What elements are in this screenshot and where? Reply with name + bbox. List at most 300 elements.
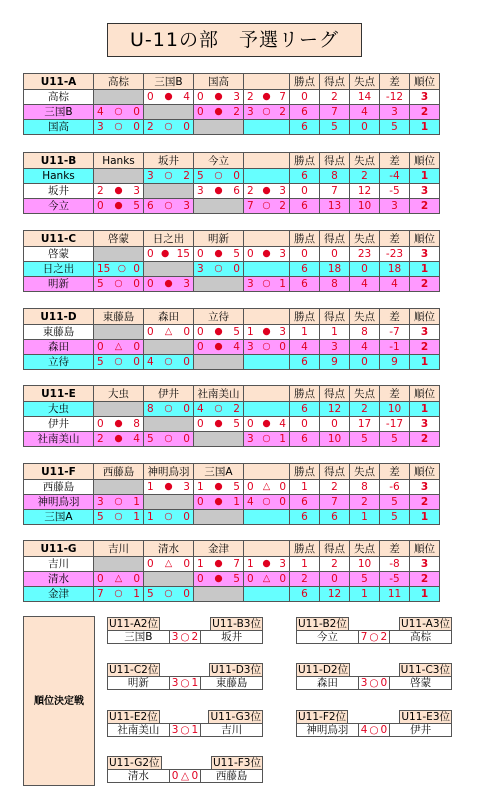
score bbox=[244, 340, 289, 354]
result-mark: ● bbox=[214, 558, 223, 569]
match-result bbox=[94, 325, 144, 340]
team-name: 三国B bbox=[24, 105, 94, 120]
team-right: 坂井 bbox=[221, 631, 243, 643]
stat-value: -17 bbox=[380, 417, 410, 432]
team-row bbox=[24, 262, 440, 277]
score-against: 3 bbox=[279, 185, 286, 197]
match-result bbox=[94, 510, 144, 525]
match-seeds bbox=[296, 617, 452, 630]
score bbox=[144, 277, 193, 291]
team-row bbox=[24, 199, 440, 214]
score bbox=[94, 495, 143, 509]
match-result bbox=[144, 247, 194, 262]
team-name: 清水 bbox=[24, 572, 94, 587]
stat-value: 4 bbox=[350, 105, 380, 120]
stat-header: 順位 bbox=[410, 153, 440, 169]
stat-value: 5 bbox=[350, 432, 380, 447]
match-score bbox=[170, 631, 201, 643]
score bbox=[94, 277, 143, 291]
match-result bbox=[194, 262, 244, 277]
placement-match bbox=[107, 617, 263, 644]
match-result bbox=[94, 557, 144, 572]
score bbox=[194, 90, 243, 104]
stat-value: 6 bbox=[290, 432, 320, 447]
match-result bbox=[244, 169, 290, 184]
finals-label: 順位決定戦 bbox=[23, 616, 95, 786]
result-mark: ● bbox=[161, 248, 170, 259]
result-mark: ○ bbox=[114, 121, 123, 132]
stat-value: 9 bbox=[320, 355, 350, 370]
score-for: 4 bbox=[97, 106, 104, 118]
stat-value: 7 bbox=[320, 495, 350, 510]
score bbox=[94, 355, 143, 369]
score-against: 7 bbox=[279, 91, 286, 103]
score-against: 2 bbox=[380, 631, 388, 643]
stat-value: 2 bbox=[320, 90, 350, 105]
match-result bbox=[244, 432, 290, 447]
stat-value: 10 bbox=[380, 402, 410, 417]
score-against: 2 bbox=[233, 403, 240, 415]
score bbox=[194, 105, 243, 119]
score-against: 0 bbox=[191, 770, 199, 782]
score bbox=[244, 432, 289, 446]
column-team-header: 立待 bbox=[194, 309, 244, 325]
stat-header: 差 bbox=[380, 464, 410, 480]
match-result bbox=[194, 495, 244, 510]
stat-header: 得点 bbox=[320, 541, 350, 557]
team-row bbox=[24, 572, 440, 587]
extra-header bbox=[244, 309, 290, 325]
score-for: 0 bbox=[97, 418, 104, 430]
score-against: 1 bbox=[133, 588, 140, 600]
score-against: 3 bbox=[279, 248, 286, 260]
team-right: 西藤島 bbox=[215, 770, 248, 782]
match-result bbox=[144, 262, 194, 277]
stat-value: 0 bbox=[350, 262, 380, 277]
column-team-header: 伊井 bbox=[144, 386, 194, 402]
rank-value: 3 bbox=[410, 184, 440, 199]
score-for: 0 bbox=[97, 200, 104, 212]
score bbox=[94, 199, 143, 213]
score bbox=[94, 417, 143, 431]
league-table-u11-e bbox=[23, 385, 440, 447]
stat-header: 勝点 bbox=[290, 309, 320, 325]
score bbox=[94, 432, 143, 446]
match-seeds bbox=[107, 756, 263, 769]
team-name: 坂井 bbox=[24, 184, 94, 199]
stat-value: 18 bbox=[380, 262, 410, 277]
match-score bbox=[170, 677, 201, 689]
stat-value: 10 bbox=[320, 432, 350, 447]
result-mark: ○ bbox=[262, 106, 271, 117]
match-result bbox=[94, 432, 144, 447]
match-seeds bbox=[296, 710, 452, 723]
score bbox=[244, 277, 289, 291]
team-name: 日之出 bbox=[24, 262, 94, 277]
score bbox=[144, 325, 193, 339]
match-result bbox=[194, 247, 244, 262]
stat-value: 4 bbox=[290, 340, 320, 355]
stat-header: 順位 bbox=[410, 74, 440, 90]
stat-header: 失点 bbox=[350, 541, 380, 557]
score-against: 0 bbox=[133, 278, 140, 290]
team-row bbox=[24, 480, 440, 495]
score-against: 0 bbox=[279, 496, 286, 508]
result-mark: ● bbox=[214, 341, 223, 352]
rank-value: 2 bbox=[410, 277, 440, 292]
result-mark: ○ bbox=[180, 631, 190, 643]
rank-value: 3 bbox=[410, 247, 440, 262]
match-result bbox=[244, 90, 290, 105]
stat-header: 差 bbox=[380, 74, 410, 90]
stat-value: 4 bbox=[380, 277, 410, 292]
score-against: 3 bbox=[183, 481, 190, 493]
score-against: 0 bbox=[183, 433, 190, 445]
score-for: 4 bbox=[247, 496, 254, 508]
stat-value: 0 bbox=[290, 90, 320, 105]
result-mark: ○ bbox=[180, 677, 190, 689]
score-against: 7 bbox=[233, 558, 240, 570]
team-name: 東藤島 bbox=[24, 325, 94, 340]
match-result bbox=[244, 277, 290, 292]
stat-value: 2 bbox=[320, 480, 350, 495]
stat-value: 6 bbox=[290, 262, 320, 277]
team-row bbox=[24, 340, 440, 355]
match-seeds bbox=[107, 663, 263, 676]
score-for: 1 bbox=[147, 481, 154, 493]
score bbox=[244, 417, 289, 431]
match-row bbox=[296, 630, 452, 644]
stat-header: 得点 bbox=[320, 153, 350, 169]
stat-value: -5 bbox=[380, 572, 410, 587]
result-mark: △ bbox=[114, 341, 123, 352]
stat-value: -8 bbox=[380, 557, 410, 572]
stat-value: 10 bbox=[350, 199, 380, 214]
team-name: Hanks bbox=[24, 169, 94, 184]
match-result bbox=[94, 277, 144, 292]
team-row bbox=[24, 247, 440, 262]
score-for: 5 bbox=[197, 170, 204, 182]
stat-value: 7 bbox=[320, 105, 350, 120]
stat-header: 勝点 bbox=[290, 541, 320, 557]
result-mark: ○ bbox=[369, 631, 379, 643]
rank-value: 3 bbox=[410, 325, 440, 340]
team-row bbox=[24, 402, 440, 417]
stat-value: 0 bbox=[320, 572, 350, 587]
match-result bbox=[144, 340, 194, 355]
score-against: 0 bbox=[279, 573, 286, 585]
result-mark: ● bbox=[214, 248, 223, 259]
match-result bbox=[244, 105, 290, 120]
score bbox=[194, 557, 243, 571]
team-left: 清水 bbox=[108, 770, 170, 782]
score-for: 3 bbox=[171, 631, 179, 643]
score-against: 0 bbox=[183, 588, 190, 600]
score-against: 0 bbox=[183, 511, 190, 523]
stat-value: 6 bbox=[290, 587, 320, 602]
match-result bbox=[244, 340, 290, 355]
match-result bbox=[144, 199, 194, 214]
score bbox=[194, 572, 243, 586]
score-for: 1 bbox=[197, 558, 204, 570]
score bbox=[144, 402, 193, 416]
stat-header: 勝点 bbox=[290, 231, 320, 247]
page-title: U-11の部 予選リーグ bbox=[107, 23, 362, 57]
result-mark: ● bbox=[214, 496, 223, 507]
stat-value: -6 bbox=[380, 480, 410, 495]
team-name: 国高 bbox=[24, 120, 94, 135]
rank-value: 2 bbox=[410, 199, 440, 214]
team-right: 高棕 bbox=[410, 631, 432, 643]
match-result bbox=[94, 247, 144, 262]
score-for: 2 bbox=[247, 91, 254, 103]
score-for: 5 bbox=[147, 433, 154, 445]
score bbox=[244, 480, 289, 494]
score-for: 4 bbox=[147, 356, 154, 368]
rank-value: 1 bbox=[410, 402, 440, 417]
result-mark: ● bbox=[214, 106, 223, 117]
match-result bbox=[194, 510, 244, 525]
stat-value: 1 bbox=[350, 510, 380, 525]
extra-header bbox=[244, 464, 290, 480]
stat-value: 8 bbox=[320, 277, 350, 292]
result-mark: ● bbox=[114, 418, 123, 429]
extra-header bbox=[244, 74, 290, 90]
league-label: U11-C bbox=[24, 231, 94, 247]
score-for: 0 bbox=[197, 341, 204, 353]
match-seeds bbox=[296, 663, 452, 676]
score-for: 1 bbox=[247, 558, 254, 570]
stat-header: 順位 bbox=[410, 309, 440, 325]
result-mark: ● bbox=[164, 481, 173, 492]
match-row bbox=[296, 676, 452, 690]
rank-value: 1 bbox=[410, 355, 440, 370]
match-seeds bbox=[107, 710, 263, 723]
result-mark: ● bbox=[164, 278, 173, 289]
team-row bbox=[24, 557, 440, 572]
result-mark: ● bbox=[214, 481, 223, 492]
stat-value: 2 bbox=[320, 557, 350, 572]
score bbox=[194, 402, 243, 416]
result-mark: ● bbox=[214, 91, 223, 102]
match-result bbox=[144, 184, 194, 199]
stat-value: 8 bbox=[350, 480, 380, 495]
match-result bbox=[194, 199, 244, 214]
score bbox=[144, 199, 193, 213]
stat-value: 0 bbox=[350, 120, 380, 135]
league-table-u11-g bbox=[23, 540, 440, 602]
match-result bbox=[144, 355, 194, 370]
team-row bbox=[24, 587, 440, 602]
team-right: 東藤島 bbox=[215, 677, 248, 689]
result-mark: ● bbox=[214, 326, 223, 337]
match-result bbox=[194, 184, 244, 199]
score bbox=[244, 325, 289, 339]
league-table-u11-d bbox=[23, 308, 440, 370]
score-for: 7 bbox=[97, 588, 104, 600]
score-against: 0 bbox=[233, 263, 240, 275]
match-result bbox=[144, 572, 194, 587]
result-mark: ○ bbox=[214, 403, 223, 414]
result-mark: ○ bbox=[262, 200, 271, 211]
score-against: 0 bbox=[133, 356, 140, 368]
result-mark: △ bbox=[114, 573, 123, 584]
score-for: 1 bbox=[247, 326, 254, 338]
score-for: 5 bbox=[97, 278, 104, 290]
result-mark: ○ bbox=[164, 403, 173, 414]
score-against: 2 bbox=[233, 106, 240, 118]
score-for: 3 bbox=[247, 106, 254, 118]
score-for: 0 bbox=[97, 341, 104, 353]
seed-right: U11-E3位 bbox=[401, 711, 450, 723]
stat-header: 失点 bbox=[350, 74, 380, 90]
match-row bbox=[107, 769, 263, 783]
team-name: 神明鳥羽 bbox=[24, 495, 94, 510]
stat-value: 2 bbox=[350, 402, 380, 417]
match-result bbox=[194, 557, 244, 572]
result-mark: △ bbox=[262, 481, 271, 492]
rank-value: 2 bbox=[410, 340, 440, 355]
match-result bbox=[194, 325, 244, 340]
stat-value: 1 bbox=[290, 325, 320, 340]
match-result bbox=[144, 169, 194, 184]
column-team-header: 西藤島 bbox=[94, 464, 144, 480]
match-score bbox=[359, 677, 390, 689]
stat-header: 勝点 bbox=[290, 74, 320, 90]
result-mark: ○ bbox=[214, 263, 223, 274]
team-right: 啓蒙 bbox=[410, 677, 432, 689]
team-row bbox=[24, 169, 440, 184]
result-mark: ● bbox=[262, 248, 271, 259]
score bbox=[244, 90, 289, 104]
rank-value: 1 bbox=[410, 510, 440, 525]
result-mark: ● bbox=[262, 91, 271, 102]
score-against: 0 bbox=[133, 341, 140, 353]
column-team-header: 今立 bbox=[194, 153, 244, 169]
match-result bbox=[144, 105, 194, 120]
score bbox=[244, 572, 289, 586]
score-against: 3 bbox=[279, 558, 286, 570]
team-row bbox=[24, 417, 440, 432]
result-mark: ○ bbox=[164, 200, 173, 211]
result-mark: ● bbox=[262, 185, 271, 196]
score-for: 3 bbox=[360, 677, 368, 689]
team-name: 金津 bbox=[24, 587, 94, 602]
league-table-u11-f bbox=[23, 463, 440, 525]
stat-value: 6 bbox=[290, 277, 320, 292]
score bbox=[94, 105, 143, 119]
seed-right: U11-A3位 bbox=[401, 618, 450, 630]
column-team-header: 三国B bbox=[144, 74, 194, 90]
score-for: 5 bbox=[97, 356, 104, 368]
match-seeds bbox=[107, 617, 263, 630]
score-for: 2 bbox=[97, 185, 104, 197]
stat-header: 差 bbox=[380, 153, 410, 169]
result-mark: ● bbox=[114, 185, 123, 196]
score bbox=[144, 510, 193, 524]
match-result bbox=[144, 277, 194, 292]
result-mark: ● bbox=[214, 573, 223, 584]
rank-value: 3 bbox=[410, 480, 440, 495]
stat-value: -7 bbox=[380, 325, 410, 340]
rank-value: 1 bbox=[410, 169, 440, 184]
score-against: 5 bbox=[233, 481, 240, 493]
score-against: 0 bbox=[183, 403, 190, 415]
stat-value: 2 bbox=[290, 572, 320, 587]
score bbox=[194, 495, 243, 509]
seed-right: U11-C3位 bbox=[400, 664, 450, 676]
score-against: 0 bbox=[380, 724, 388, 736]
score bbox=[94, 572, 143, 586]
score-against: 0 bbox=[380, 677, 388, 689]
rank-value: 3 bbox=[410, 557, 440, 572]
team-row bbox=[24, 277, 440, 292]
team-left: 今立 bbox=[297, 631, 359, 643]
match-result bbox=[94, 262, 144, 277]
team-name: 立待 bbox=[24, 355, 94, 370]
team-name: 社南美山 bbox=[24, 432, 94, 447]
result-mark: ○ bbox=[369, 677, 379, 689]
score bbox=[94, 510, 143, 524]
stat-header: 差 bbox=[380, 231, 410, 247]
column-team-header: 大虫 bbox=[94, 386, 144, 402]
match-result bbox=[194, 587, 244, 602]
score-against: 3 bbox=[133, 185, 140, 197]
column-team-header: 坂井 bbox=[144, 153, 194, 169]
league-label: U11-D bbox=[24, 309, 94, 325]
column-team-header: 日之出 bbox=[144, 231, 194, 247]
team-name: 伊井 bbox=[24, 417, 94, 432]
score bbox=[194, 340, 243, 354]
score-against: 0 bbox=[279, 341, 286, 353]
match-result bbox=[244, 325, 290, 340]
team-left: 三国B bbox=[108, 631, 170, 643]
stat-value: 0 bbox=[290, 184, 320, 199]
column-team-header: 社南美山 bbox=[194, 386, 244, 402]
team-name: 吉川 bbox=[24, 557, 94, 572]
stat-value: 11 bbox=[380, 587, 410, 602]
result-mark: ● bbox=[262, 326, 271, 337]
team-left: 明新 bbox=[108, 677, 170, 689]
match-result bbox=[194, 277, 244, 292]
seed-right: U11-G3位 bbox=[210, 711, 261, 723]
result-mark: ○ bbox=[164, 433, 173, 444]
score-for: 1 bbox=[197, 481, 204, 493]
result-mark: △ bbox=[180, 770, 190, 782]
match-result bbox=[144, 432, 194, 447]
team-right: 伊井 bbox=[410, 724, 432, 736]
score-for: 0 bbox=[197, 106, 204, 118]
score bbox=[244, 199, 289, 213]
score bbox=[94, 262, 143, 276]
column-team-header: 啓蒙 bbox=[94, 231, 144, 247]
score-against: 3 bbox=[183, 278, 190, 290]
stat-value: -1 bbox=[380, 340, 410, 355]
result-mark: ○ bbox=[164, 121, 173, 132]
placement-match bbox=[107, 710, 263, 737]
score-for: 1 bbox=[147, 511, 154, 523]
score-for: 3 bbox=[171, 677, 179, 689]
stat-value: 5 bbox=[320, 120, 350, 135]
stat-value: 5 bbox=[380, 120, 410, 135]
seed-left: U11-B2位 bbox=[298, 618, 347, 630]
result-mark: ○ bbox=[369, 724, 379, 736]
stat-header: 得点 bbox=[320, 74, 350, 90]
match-result bbox=[194, 105, 244, 120]
team-name: 森田 bbox=[24, 340, 94, 355]
score bbox=[144, 480, 193, 494]
seed-left: U11-D2位 bbox=[298, 664, 349, 676]
